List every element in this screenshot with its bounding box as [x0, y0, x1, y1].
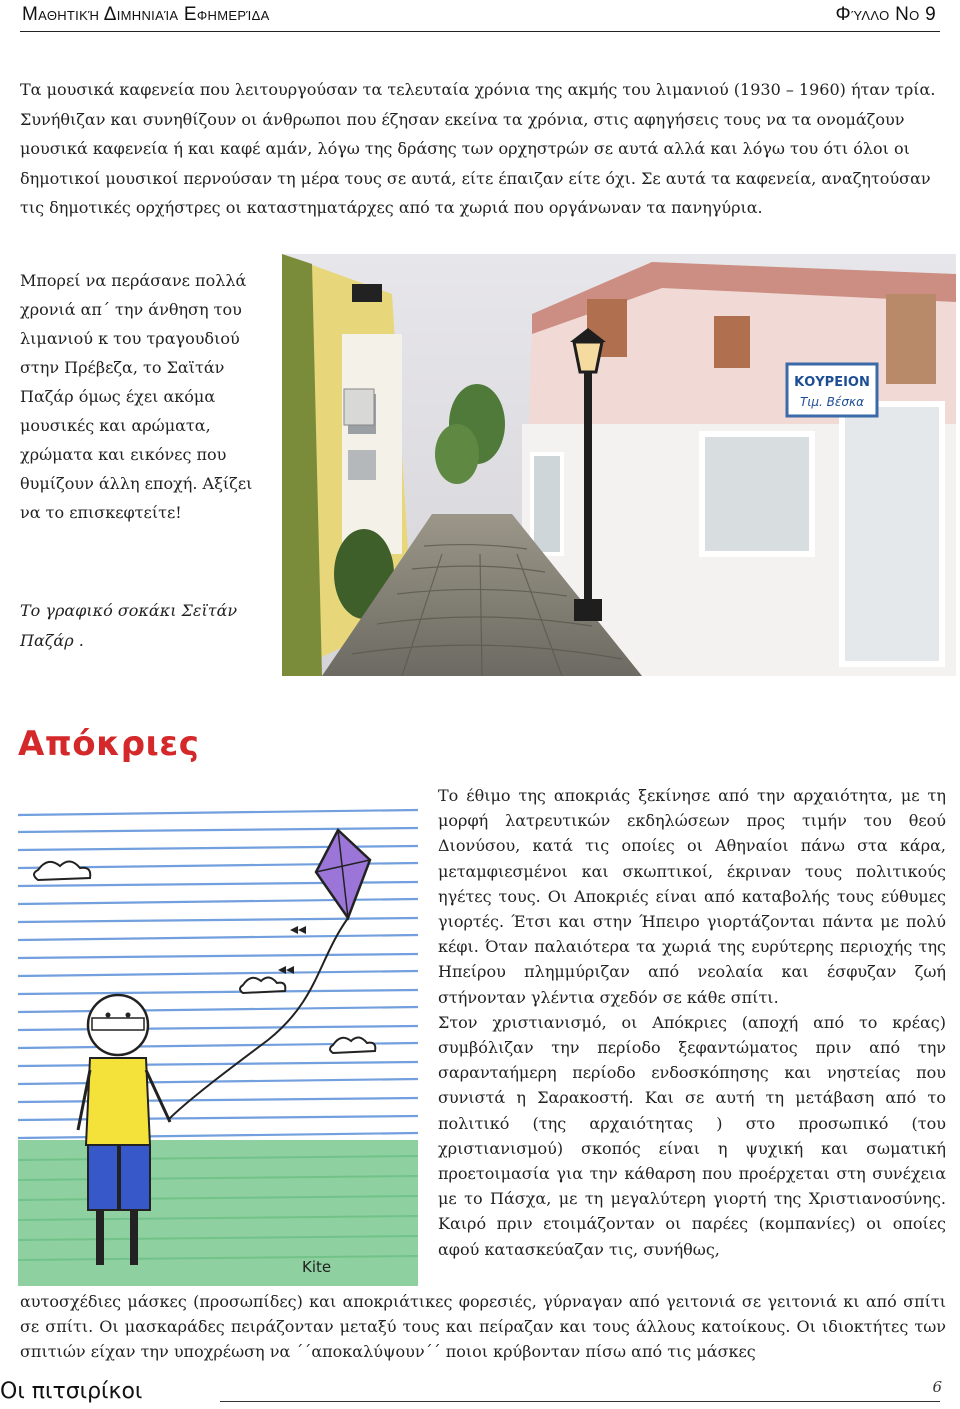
- alley-photo: [282, 254, 956, 676]
- photo-caption: Το γραφικό σοκάκι Σεϊτάν Παζάρ .: [20, 601, 238, 650]
- article-paragraph-1: Το έθιμο της αποκριάς ξεκίνησε από την αρχαιότητα, με τη μορφή λατρευτικών εκδηλώσεων προς τιμήν του θεού Διονύσου, κατά τις οποίες οι Αθηναίοι πάνω στα κάρα, μεταμφιεσμένοι και σκωπτικοί, έκριναν τους πολιτικούς ηγέτες τους. Οι Αποκριές είναι από καταβολής τους εύθυμες γιορτές. Έτσι και στην Ήπειρο γιορτάζονται πάντα με πολύ κέφι. Όταν παλαιότερα τα χωριά της ευρύτερης περιοχής της Ηπείρου πλημμύριζαν από νεολαία και έσφυζαν ζωή στήνονταν γλέντια σχεδόν σε κάθε σπίτι.: [438, 786, 946, 1007]
- footer-divider: [220, 1401, 940, 1402]
- page-number: 6: [932, 1378, 942, 1396]
- newspaper-name: Μαθητική Διμηνιαία Εφημερίδα: [22, 4, 270, 25]
- shop-sign-line2: Τιμ. Βέσκα: [800, 395, 864, 409]
- article-column: [438, 783, 946, 1262]
- header-divider: [20, 31, 940, 32]
- issue-number: Φύλλο Νο 9: [835, 4, 936, 25]
- article-continuation: αυτοσχέδιες μάσκες (προσωπίδες) και αποκριάτικες φορεσιές, γύρναγαν από γειτονιά σε γειτονιά κι από σπίτι σε σπίτι. Οι μασκαράδες πειράζονταν μεταξύ τους και πείραζαν και τους άλλους κατοίκους. Οι ιδιοκτήτες των σπιτιών είχαν την υποχρέωση να ΄΄αποκαλύψουν΄΄ ποιοι κρύβονταν πίσω από τις μάσκες: [20, 1292, 946, 1362]
- intro-paragraph: Τα μουσικά καφενεία που λειτουργούσαν τα τελευταία χρόνια της ακμής του λιμανιού (1930 – 1960) ήταν τρία. Συνήθιζαν και συνηθίζουν οι άνθρωποι που έζησαν εκείνα τα χρόνια, στις αφηγήσεις τους να τα ονομάζουν μουσικά καφενεία ή και καφέ αμάν, λόγω της δράσης των ορχηστρών σε αυτά αλλά και λόγω του ότι όλοι οι δημοτικοί μουσικοί περνούσαν τη μέρα τους σε αυτά, είτε έπαιζαν είτε όχι. Σε αυτά τα καφενεία, αναζητούσαν τις δημοτικές ορχήστρες οι καταστηματάρχες από τα χωριά που οργάνωναν τα πανηγύρια.: [20, 80, 936, 217]
- sidebar-text: Μπορεί να περάσανε πολλά χρονιά απ΄ την άνθηση του λιμανιού κ του τραγουδιού στην Πρέβεζα, το Σαϊτάν Παζάρ όμως έχει ακόμα μουσικές και αρώματα, χρώματα και εικόνες που θυμίζουν άλλη εποχή. Αξίζει να το επισκεφτείτε!: [20, 271, 253, 522]
- article-title: Απόκριες: [18, 724, 200, 764]
- footer-publication-name: Οι πιτσιρίκοι: [0, 1379, 143, 1404]
- shop-sign-line1: ΚΟΥΡΕΙΟΝ: [794, 375, 870, 390]
- drawing-signature: Kite: [302, 1258, 332, 1276]
- kite-drawing: [18, 800, 418, 1286]
- article-paragraph-2: Στον χριστιανισμό, οι Απόκριες (αποχή από το κρέας) συμβόλιζαν την περίοδο ξεφαντώματος πριν από την σαρανταήμερη περίοδο ενδοσκόπησης και νηστείας που συνιστά η Σαρακοστή. Και σε αυτή τη μετάβαση από το πολιτικό (της αρχαιότητας ) στο προσωπικό (του χριστιανισμού) σκοπός είναι η ψυχική και σωματική προετοιμασία για την κάθαρση που προέρχεται στη συνέχεια με το Πάσχα, με τη μεγαλύτερη γιορτή της Χριστιανοσύνης. Καιρό πριν ετοιμάζονταν οι παρέες (κομπανίες) οι οποίες αφού κατασκεύαζαν τις, συνήθως,: [438, 1012, 946, 1259]
